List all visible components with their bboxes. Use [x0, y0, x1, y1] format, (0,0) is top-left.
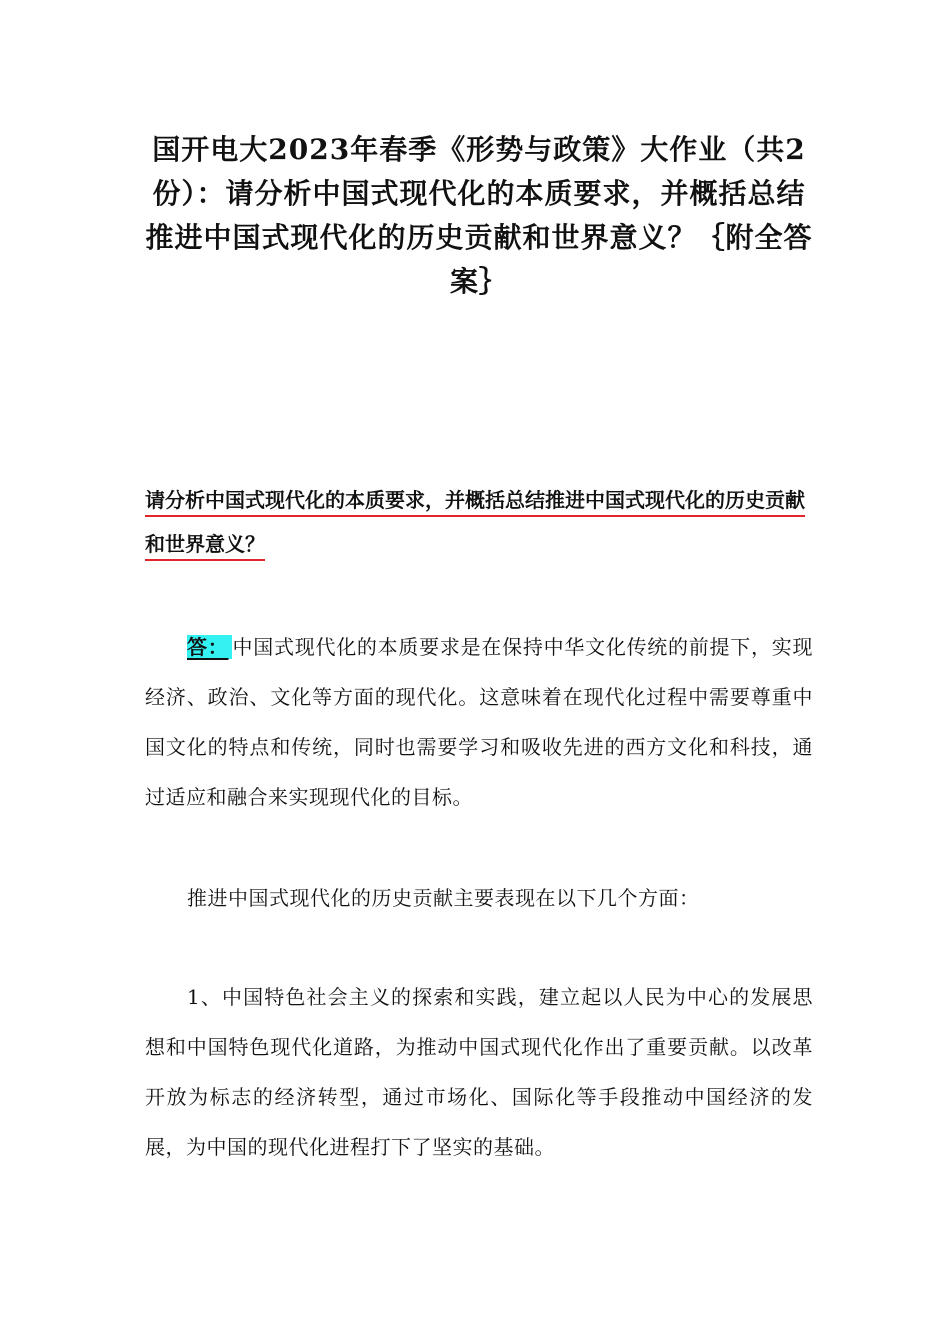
paragraph-contributions-intro: 推进中国式现代化的历史贡献主要表现在以下几个方面：: [187, 886, 700, 910]
question-block: [145, 478, 813, 566]
document-title: 国开电大2023年春季《形势与政策》大作业（共2份）：请分析中国式现代化的本质要求，并概括总结推进中国式现代化的历史贡献和世界意义？｛附全答案｝: [145, 133, 813, 298]
answer-label: 答：: [187, 635, 232, 659]
answer-paragraph: [145, 622, 813, 822]
paragraph-contribution-1: 1、中国特色社会主义的探索和实践，建立起以人民为中心的发展思想和中国特色现代化道路，为推动中国式现代化作出了重要贡献。以改革开放为标志的经济转型，通过市场化、国际化等手段推动中国经济的发展，为中国的现代化进程打下了坚实的基础。: [145, 985, 813, 1159]
question-text: 请分析中国式现代化的本质要求，并概括总结推进中国式现代化的历史贡献和世界意义？: [145, 488, 805, 556]
answer-text: 中国式现代化的本质要求是在保持中华文化传统的前提下，实现经济、政治、文化等方面的现代化。这意味着在现代化过程中需要尊重中国文化的特点和传统，同时也需要学习和吸收先进的西方文化和科技，通过适应和融合来实现现代化的目标。: [145, 635, 814, 809]
